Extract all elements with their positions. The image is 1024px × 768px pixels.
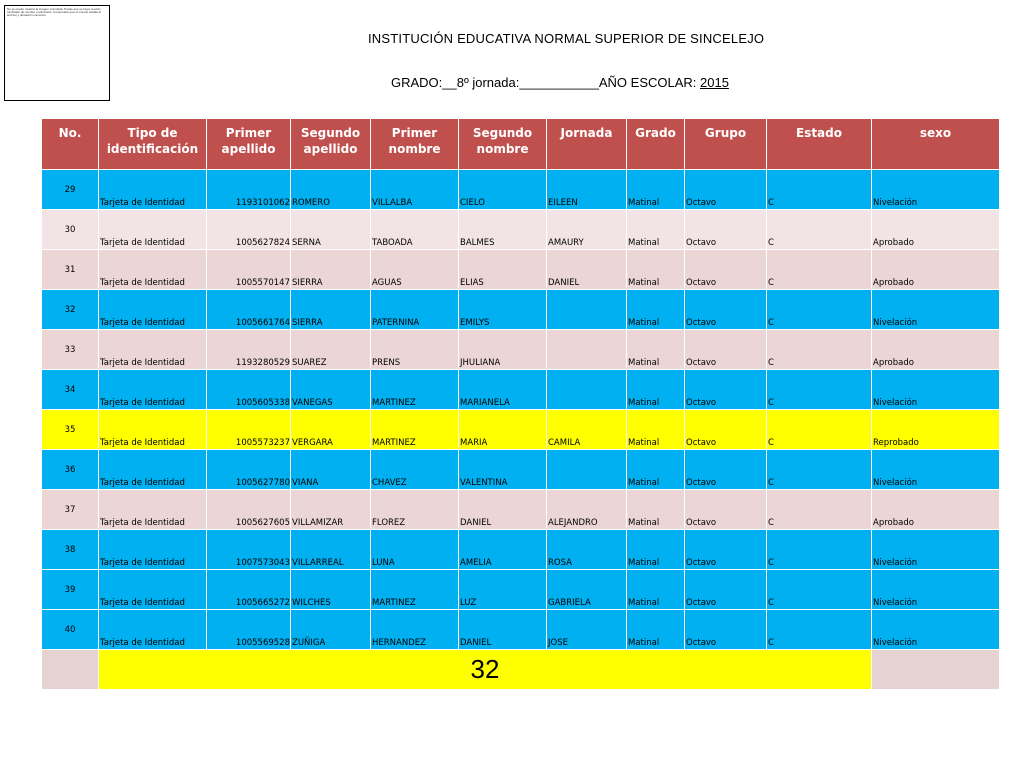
cell-n2 xyxy=(547,330,627,370)
logo-caption: No se puede mostrar la imagen vinculada. Puede que se haya movido, cambiado de nombre o eliminado. Compruebe que el vínculo señala al archivo y ubicación correctos. xyxy=(7,7,102,17)
cell-no: 37 xyxy=(42,490,99,530)
cell-estado: Reprobado xyxy=(872,410,1000,450)
cell-n2: DANIEL xyxy=(547,250,627,290)
cell-tipo: Tarjeta de Identidad xyxy=(99,530,207,570)
table-row xyxy=(42,250,1000,290)
cell-n2: GABRIELA xyxy=(547,570,627,610)
cell-n1: JHULIANA xyxy=(459,330,547,370)
cell-grado: Octavo xyxy=(685,490,767,530)
cell-no: 39 xyxy=(42,570,99,610)
cell-no: 33 xyxy=(42,330,99,370)
table-row xyxy=(42,210,1000,250)
cell-doc: 1005570147 xyxy=(207,250,291,290)
cell-estado: Nivelación xyxy=(872,290,1000,330)
cell-ap2: MARTINEZ xyxy=(371,370,459,410)
cell-jornada: Matinal xyxy=(627,570,685,610)
cell-no: 35 xyxy=(42,410,99,450)
grado-prefix: GRADO:__ xyxy=(391,75,457,90)
cell-estado: Nivelación xyxy=(872,170,1000,210)
cell-grupo: C xyxy=(767,370,872,410)
cell-ap1: VILLAMIZAR xyxy=(291,490,371,530)
cell-estado: Aprobado xyxy=(872,250,1000,290)
table-row xyxy=(42,530,1000,570)
total-blank-right xyxy=(872,650,1000,690)
cell-estado: Nivelación xyxy=(872,570,1000,610)
cell-n2: CAMILA xyxy=(547,410,627,450)
cell-grupo: C xyxy=(767,490,872,530)
table-row xyxy=(42,170,1000,210)
cell-tipo: Tarjeta de Identidad xyxy=(99,210,207,250)
table-row xyxy=(42,410,1000,450)
cell-doc: 1005661764 xyxy=(207,290,291,330)
cell-jornada: Matinal xyxy=(627,290,685,330)
table-row xyxy=(42,610,1000,650)
cell-grado: Octavo xyxy=(685,530,767,570)
cell-jornada: Matinal xyxy=(627,370,685,410)
cell-no: 36 xyxy=(42,450,99,490)
cell-ap1: VERGARA xyxy=(291,410,371,450)
col-header: Grado xyxy=(627,119,685,170)
header-row xyxy=(42,119,1000,170)
cell-grupo: C xyxy=(767,610,872,650)
col-header: Primer nombre xyxy=(371,119,459,170)
cell-estado: Aprobado xyxy=(872,330,1000,370)
cell-doc: 1193101062 xyxy=(207,170,291,210)
total-blank-left xyxy=(42,650,99,690)
cell-ap2: LUNA xyxy=(371,530,459,570)
cell-n1: DANIEL xyxy=(459,490,547,530)
grado-value: 8º xyxy=(456,75,469,90)
cell-estado: Nivelación xyxy=(872,530,1000,570)
cell-no: 31 xyxy=(42,250,99,290)
cell-tipo: Tarjeta de Identidad xyxy=(99,410,207,450)
cell-ap2: TABOADA xyxy=(371,210,459,250)
cell-tipo: Tarjeta de Identidad xyxy=(99,570,207,610)
cell-jornada: Matinal xyxy=(627,610,685,650)
cell-grado: Octavo xyxy=(685,290,767,330)
cell-ap2: CHAVEZ xyxy=(371,450,459,490)
cell-ap1: SERNA xyxy=(291,210,371,250)
col-header: sexo xyxy=(872,119,1000,170)
cell-ap2: VILLALBA xyxy=(371,170,459,210)
table-row xyxy=(42,330,1000,370)
cell-n2: EILEEN xyxy=(547,170,627,210)
cell-ap2: FLOREZ xyxy=(371,490,459,530)
cell-ap2: AGUAS xyxy=(371,250,459,290)
table-row xyxy=(42,490,1000,530)
col-header: Estado xyxy=(767,119,872,170)
col-header: Tipo de identificación xyxy=(99,119,207,170)
cell-doc: 1005605338 xyxy=(207,370,291,410)
cell-jornada: Matinal xyxy=(627,170,685,210)
cell-doc: 1005569528 xyxy=(207,610,291,650)
cell-tipo: Tarjeta de Identidad xyxy=(99,610,207,650)
cell-grado: Octavo xyxy=(685,210,767,250)
cell-grado: Octavo xyxy=(685,170,767,210)
cell-grado: Octavo xyxy=(685,450,767,490)
cell-grupo: C xyxy=(767,450,872,490)
cell-jornada: Matinal xyxy=(627,250,685,290)
cell-n2: AMAURY xyxy=(547,210,627,250)
cell-grado: Octavo xyxy=(685,370,767,410)
table-row xyxy=(42,370,1000,410)
cell-estado: Nivelación xyxy=(872,450,1000,490)
cell-ap1: VANEGAS xyxy=(291,370,371,410)
logo-placeholder xyxy=(4,5,110,101)
col-header: Jornada xyxy=(547,119,627,170)
cell-doc: 1005627780 xyxy=(207,450,291,490)
cell-n1: AMELIA xyxy=(459,530,547,570)
cell-doc: 1005627824 xyxy=(207,210,291,250)
cell-grado: Octavo xyxy=(685,330,767,370)
cell-ap1: ROMERO xyxy=(291,170,371,210)
cell-grado: Octavo xyxy=(685,410,767,450)
col-header: Segundo nombre xyxy=(459,119,547,170)
cell-jornada: Matinal xyxy=(627,410,685,450)
cell-ap1: ZUÑIGA xyxy=(291,610,371,650)
col-header: Grupo xyxy=(685,119,767,170)
cell-n1: ELIAS xyxy=(459,250,547,290)
cell-n2 xyxy=(547,450,627,490)
cell-grupo: C xyxy=(767,250,872,290)
jornada-text: jornada:___________ xyxy=(468,75,599,90)
table-row xyxy=(42,290,1000,330)
cell-tipo: Tarjeta de Identidad xyxy=(99,330,207,370)
cell-grado: Octavo xyxy=(685,610,767,650)
cell-ap1: WILCHES xyxy=(291,570,371,610)
table-row xyxy=(42,450,1000,490)
cell-estado: Aprobado xyxy=(872,490,1000,530)
cell-estado: Nivelación xyxy=(872,370,1000,410)
cell-tipo: Tarjeta de Identidad xyxy=(99,370,207,410)
cell-jornada: Matinal xyxy=(627,530,685,570)
cell-n2: JOSE xyxy=(547,610,627,650)
cell-doc: 1193280529 xyxy=(207,330,291,370)
cell-n1: EMILYS xyxy=(459,290,547,330)
cell-tipo: Tarjeta de Identidad xyxy=(99,250,207,290)
cell-n1: MARIANELA xyxy=(459,370,547,410)
col-header: No. xyxy=(42,119,99,170)
cell-jornada: Matinal xyxy=(627,210,685,250)
cell-n2: ROSA xyxy=(547,530,627,570)
cell-estado: Aprobado xyxy=(872,210,1000,250)
cell-n1: LUZ xyxy=(459,570,547,610)
cell-jornada: Matinal xyxy=(627,450,685,490)
cell-n2 xyxy=(547,290,627,330)
cell-grupo: C xyxy=(767,410,872,450)
cell-no: 29 xyxy=(42,170,99,210)
cell-ap2: PRENS xyxy=(371,330,459,370)
institution-title: INSTITUCIÓN EDUCATIVA NORMAL SUPERIOR DE SINCELEJO xyxy=(368,31,765,46)
cell-no: 38 xyxy=(42,530,99,570)
cell-grupo: C xyxy=(767,530,872,570)
cell-grupo: C xyxy=(767,290,872,330)
anio-value: 2015 xyxy=(700,75,729,90)
cell-grupo: C xyxy=(767,210,872,250)
cell-no: 40 xyxy=(42,610,99,650)
cell-no: 34 xyxy=(42,370,99,410)
cell-n2 xyxy=(547,370,627,410)
cell-grupo: C xyxy=(767,330,872,370)
cell-grado: Octavo xyxy=(685,570,767,610)
cell-estado: Nivelación xyxy=(872,610,1000,650)
table-row xyxy=(42,570,1000,610)
cell-ap2: MARTINEZ xyxy=(371,410,459,450)
cell-ap2: HERNANDEZ xyxy=(371,610,459,650)
cell-jornada: Matinal xyxy=(627,330,685,370)
total-row xyxy=(42,650,1000,690)
grado-line xyxy=(391,75,729,90)
cell-ap1: SUAREZ xyxy=(291,330,371,370)
cell-doc: 1007573043 xyxy=(207,530,291,570)
cell-no: 30 xyxy=(42,210,99,250)
cell-grupo: C xyxy=(767,170,872,210)
cell-n2: ALEJANDRO xyxy=(547,490,627,530)
cell-n1: VALENTINA xyxy=(459,450,547,490)
cell-tipo: Tarjeta de Identidad xyxy=(99,490,207,530)
cell-ap1: SIERRA xyxy=(291,250,371,290)
col-header: Segundo apellido xyxy=(291,119,371,170)
students-table xyxy=(41,118,1000,690)
cell-n1: MARIA xyxy=(459,410,547,450)
cell-grado: Octavo xyxy=(685,250,767,290)
anio-label: AÑO ESCOLAR: xyxy=(598,75,700,90)
total-count: 32 xyxy=(99,650,872,690)
cell-no: 32 xyxy=(42,290,99,330)
cell-ap1: SIERRA xyxy=(291,290,371,330)
cell-doc: 1005573237 xyxy=(207,410,291,450)
cell-ap2: MARTINEZ xyxy=(371,570,459,610)
cell-n1: CIELO xyxy=(459,170,547,210)
cell-doc: 1005665272 xyxy=(207,570,291,610)
cell-tipo: Tarjeta de Identidad xyxy=(99,170,207,210)
cell-jornada: Matinal xyxy=(627,490,685,530)
cell-ap2: PATERNINA xyxy=(371,290,459,330)
cell-grupo: C xyxy=(767,570,872,610)
cell-n1: BALMES xyxy=(459,210,547,250)
cell-doc: 1005627605 xyxy=(207,490,291,530)
col-header: Primer apellido xyxy=(207,119,291,170)
cell-tipo: Tarjeta de Identidad xyxy=(99,290,207,330)
cell-ap1: VILLARREAL xyxy=(291,530,371,570)
cell-ap1: VIANA xyxy=(291,450,371,490)
cell-n1: DANIEL xyxy=(459,610,547,650)
cell-tipo: Tarjeta de Identidad xyxy=(99,450,207,490)
